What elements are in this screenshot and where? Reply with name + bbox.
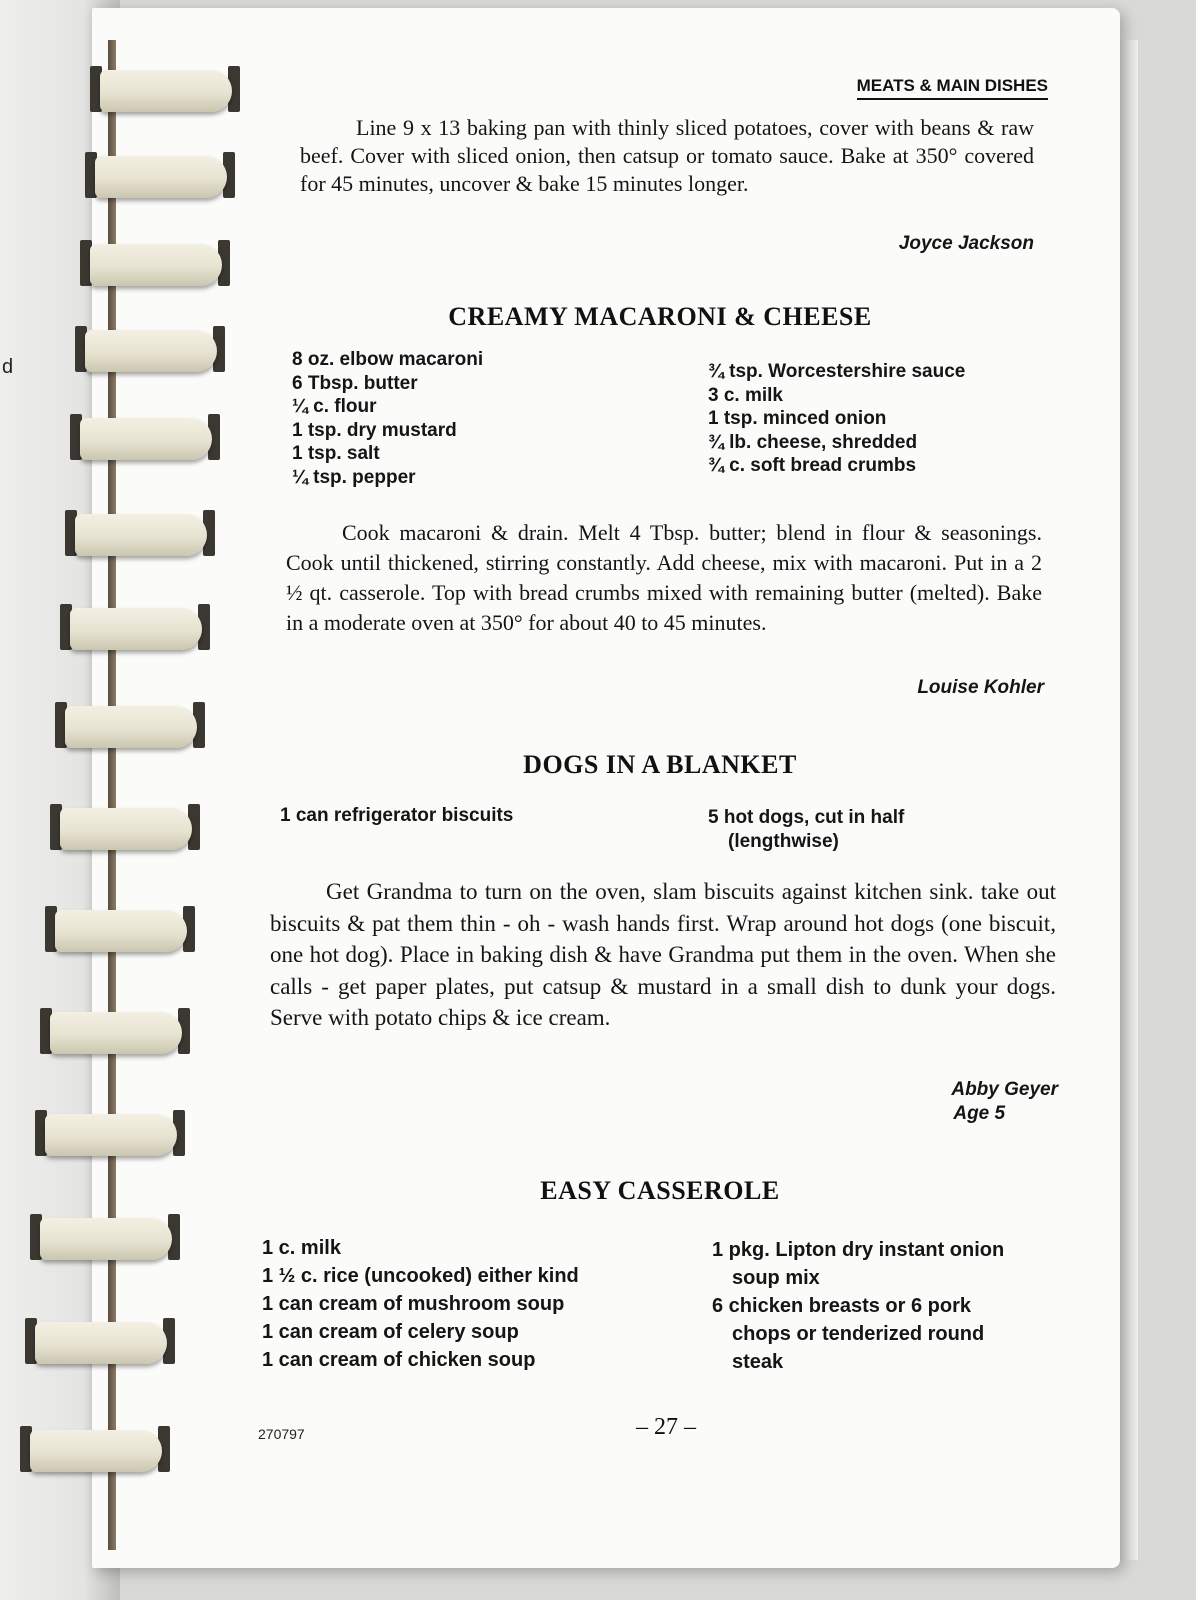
ingredient-list-right bbox=[712, 1236, 1004, 1376]
ingredient-item: 3 c. milk bbox=[708, 384, 783, 406]
ingredient-item: ¾ tsp. Worcestershire sauce bbox=[708, 361, 966, 382]
ingredient-item: ¾ c. soft bread crumbs bbox=[708, 455, 917, 476]
ingredient-item: steak bbox=[732, 1351, 784, 1373]
binding-ring bbox=[55, 910, 187, 952]
ingredient-item: soup mix bbox=[732, 1267, 820, 1289]
ingredient-item: 1 pkg. Lipton dry instant onion bbox=[712, 1239, 1005, 1261]
ingredient-item: 1 can cream of mushroom soup bbox=[262, 1293, 565, 1315]
recipe-instructions: Line 9 x 13 baking pan with thinly sliced potatoes, cover with beans & raw beef. Cover with sliced onion, then catsup or tomato sauce. Bake at 350° covered for 45 minutes, uncover & bake 15 minutes longer. bbox=[300, 115, 1034, 196]
binding-ring bbox=[40, 1218, 172, 1260]
ingredient-item: 1 can refrigerator biscuits bbox=[280, 805, 514, 826]
recipe-title: DOGS IN A BLANKET bbox=[523, 750, 797, 779]
ingredient-item: 1 tsp. dry mustard bbox=[292, 419, 457, 441]
author-name: Abby Geyer bbox=[951, 1079, 1058, 1100]
ingredient-item: 1 tsp. salt bbox=[292, 443, 380, 464]
ingredient-list-right bbox=[708, 360, 965, 478]
page-stack-edge bbox=[1118, 40, 1138, 1560]
ingredient-item: ¼ tsp. pepper bbox=[292, 466, 416, 488]
ingredient-item: 5 hot dogs, cut in half bbox=[708, 807, 905, 828]
ingredient-list-left bbox=[292, 348, 483, 489]
ingredient-list-left bbox=[262, 1234, 579, 1374]
binding-ring bbox=[90, 244, 222, 286]
binding-ring bbox=[70, 608, 202, 650]
recipe-author bbox=[951, 1078, 1058, 1126]
recipe-title: EASY CASSEROLE bbox=[540, 1176, 780, 1205]
ingredient-list-left bbox=[280, 804, 513, 828]
section-header: MEATS & MAIN DISHES bbox=[857, 76, 1048, 100]
recipe-author: Louise Kohler bbox=[917, 677, 1044, 698]
binding-ring bbox=[75, 514, 207, 556]
ingredient-item: 1 tsp. minced onion bbox=[708, 408, 887, 429]
ingredient-item: 6 chicken breasts or 6 pork bbox=[712, 1295, 972, 1317]
author-age: Age 5 bbox=[953, 1103, 1006, 1124]
binding-ring bbox=[100, 70, 232, 112]
print-code: 270797 bbox=[258, 1426, 305, 1442]
ingredient-item: 8 oz. elbow macaroni bbox=[292, 349, 484, 370]
recipe-author: Joyce Jackson bbox=[898, 233, 1034, 254]
binding-ring bbox=[35, 1322, 167, 1364]
page-number: – 27 – bbox=[636, 1414, 696, 1440]
binding-ring bbox=[80, 418, 212, 460]
recipe-instructions: Get Grandma to turn on the oven, slam biscuits against kitchen sink. take out biscuits & pat them thin - oh - wash hands first. Wrap around hot dogs (one biscuit, one hot dog). Place in baking dish & have Grandma put them in the oven. When she calls - get paper plates, put catsup & mustard in a small dish to dunk your dogs. Serve with potato chips & ice cream. bbox=[270, 879, 1056, 1030]
ingredient-item: (lengthwise) bbox=[728, 830, 839, 852]
left-page-text-fragment: d bbox=[2, 356, 14, 378]
ingredient-item: ¾ lb. cheese, shredded bbox=[708, 431, 918, 453]
binding-ring bbox=[45, 1114, 177, 1156]
ingredient-item: 1 c. milk bbox=[262, 1237, 341, 1259]
binding-ring bbox=[30, 1430, 162, 1472]
binding-ring bbox=[85, 330, 217, 372]
binding-ring bbox=[95, 156, 227, 198]
ingredient-list-right bbox=[708, 806, 904, 853]
recipe-title: CREAMY MACARONI & CHEESE bbox=[448, 302, 872, 331]
ingredient-item: 1 ½ c. rice (uncooked) either kind bbox=[262, 1265, 579, 1287]
binding-ring bbox=[65, 706, 197, 748]
recipe-instructions: Cook macaroni & drain. Melt 4 Tbsp. butter; blend in flour & seasonings. Cook until thickened, stirring constantly. Add cheese, mix with macaroni. Put in a 2 ½ qt. casserole. Top with bread crumbs mixed with remaining butter (melted). Bake in a moderate oven at 350° for about 40 to 45 minutes. bbox=[286, 520, 1042, 635]
binding-ring bbox=[50, 1012, 182, 1054]
ingredient-item: chops or tenderized round bbox=[732, 1323, 985, 1345]
ingredient-item: 1 can cream of chicken soup bbox=[262, 1349, 536, 1371]
binding-ring bbox=[60, 808, 192, 850]
ingredient-item: 6 Tbsp. butter bbox=[292, 372, 418, 394]
ingredient-item: ¼ c. flour bbox=[292, 396, 377, 417]
ingredient-item: 1 can cream of celery soup bbox=[262, 1321, 519, 1343]
